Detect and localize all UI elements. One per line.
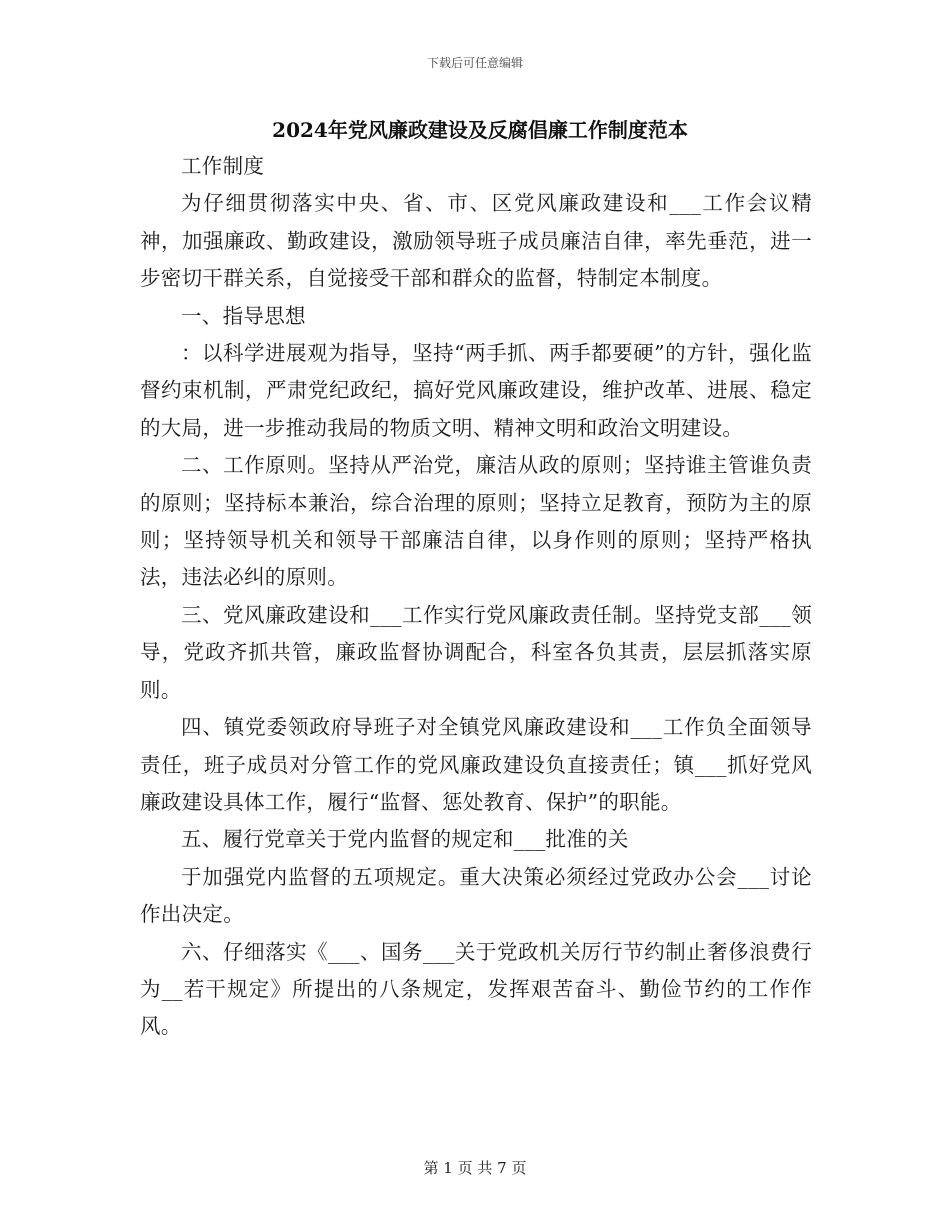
section-heading-guiding-thought: 一、指导思想 bbox=[181, 303, 306, 328]
page-number-footer: 第 1 页 共 7 页 bbox=[423, 1159, 527, 1177]
document-body bbox=[140, 148, 812, 1046]
paragraph-work-principles: 二、工作原则。坚持从严治党，廉洁从政的原则；坚持谁主管谁负责的原则；坚持标本兼治，综合治理的原则；坚持立足教育，预防为主的原则；坚持领导机关和领导干部廉洁自律，以身作则的原则；坚持严格执法，违法必纠的原则。 bbox=[140, 453, 812, 590]
section-heading-work-system: 工作制度 bbox=[181, 154, 265, 178]
paragraph-guiding-thought: ：以科学进展观为指导，坚持“两手抓、两手都要硬”的方针，强化监督约束机制，严肃党纪政纪，搞好党风廉政建设，维护改革、进展、稳定的大局，进一步推动我局的物质文明、精神文明和政治文明建设。 bbox=[140, 341, 812, 440]
paragraph-party-supervision-start: 五、履行党章关于党内监督的规定和___批准的关 bbox=[181, 827, 629, 852]
page-header-note: 下载后可任意编辑 bbox=[426, 56, 523, 70]
paragraph-party-supervision-cont: 于加强党内监督的五项规定。重大决策必须经过党政办公会___讨论作出决定。 bbox=[140, 864, 812, 927]
paragraph-leadership-responsibility: 四、镇党委领政府导班子对全镇党风廉政建设和___工作负全面领导责任，班子成员对分管工作的党风廉政建设负直接责任；镇___抓好党风廉政建设具体工作，履行“监督、惩处教育、保护”的职能。 bbox=[140, 715, 812, 814]
paragraph-intro: 为仔细贯彻落实中央、省、市、区党风廉政建设和___工作会议精神，加强廉政、勤政建设，激励领导班子成员廉洁自律，率先垂范，进一步密切干群关系，自觉接受干部和群众的监督，特制定本制度。 bbox=[140, 191, 812, 291]
document-title: 2024年党风廉政建设及反腐倡廉工作制度范本 bbox=[272, 118, 688, 142]
paragraph-responsibility-system: 三、党风廉政建设和___工作实行党风廉政责任制。坚持党支部___领导，党政齐抓共管，廉政监督协调配合，科室各负其责，层层抓落实原则。 bbox=[140, 602, 812, 702]
paragraph-frugality: 六、仔细落实《___、国务___关于党政机关厉行节约制止奢侈浪费行为__若干规定》所提出的八条规定，发挥艰苦奋斗、勤俭节约的工作作风。 bbox=[140, 939, 812, 1039]
